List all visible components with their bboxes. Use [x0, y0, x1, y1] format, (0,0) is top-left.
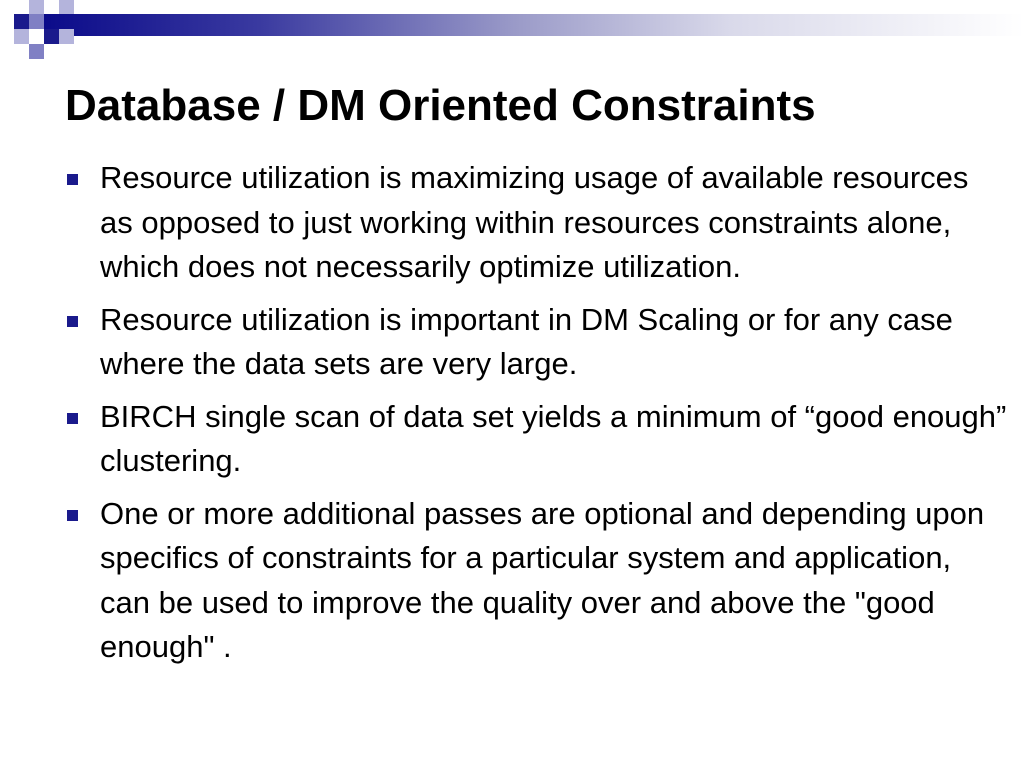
decorative-square-icon: [44, 29, 59, 44]
bullet-text: BIRCH single scan of data set yields a minimum of “good enough” clustering.: [100, 398, 1007, 478]
square-bullet-icon: [67, 316, 78, 327]
bullet-text: One or more additional passes are optional and depending upon specifics of constraints for a particular system and application, can be used to improve the quality over and above the "good enough" .: [100, 495, 985, 664]
bullet-text: Resource utilization is maximizing usage of available resources as opposed to just working within resources constraints alone, which does not necessarily optimize utilization.: [100, 160, 969, 284]
decorative-square-icon: [29, 14, 44, 29]
decorative-square-icon: [59, 29, 74, 44]
square-bullet-icon: [67, 174, 78, 185]
bullet-text: Resource utilization is important in DM Scaling or for any case where the data sets are very large.: [100, 301, 953, 381]
bullet-item: [64, 492, 1009, 670]
square-bullet-icon: [67, 510, 78, 521]
decorative-square-icon: [14, 29, 29, 44]
slide-title: Database / DM Oriented Constraints: [65, 81, 816, 130]
square-bullet-icon: [67, 413, 78, 424]
decorative-square-icon: [14, 14, 29, 29]
decorative-square-icon: [29, 0, 44, 14]
bullet-item: [64, 156, 1009, 290]
header-gradient-bar: [44, 14, 1024, 36]
bullet-item: [64, 298, 1009, 387]
decorative-square-icon: [29, 44, 44, 59]
decorative-square-icon: [59, 0, 74, 14]
bullet-list: [64, 156, 1009, 678]
bullet-item: [64, 395, 1009, 484]
